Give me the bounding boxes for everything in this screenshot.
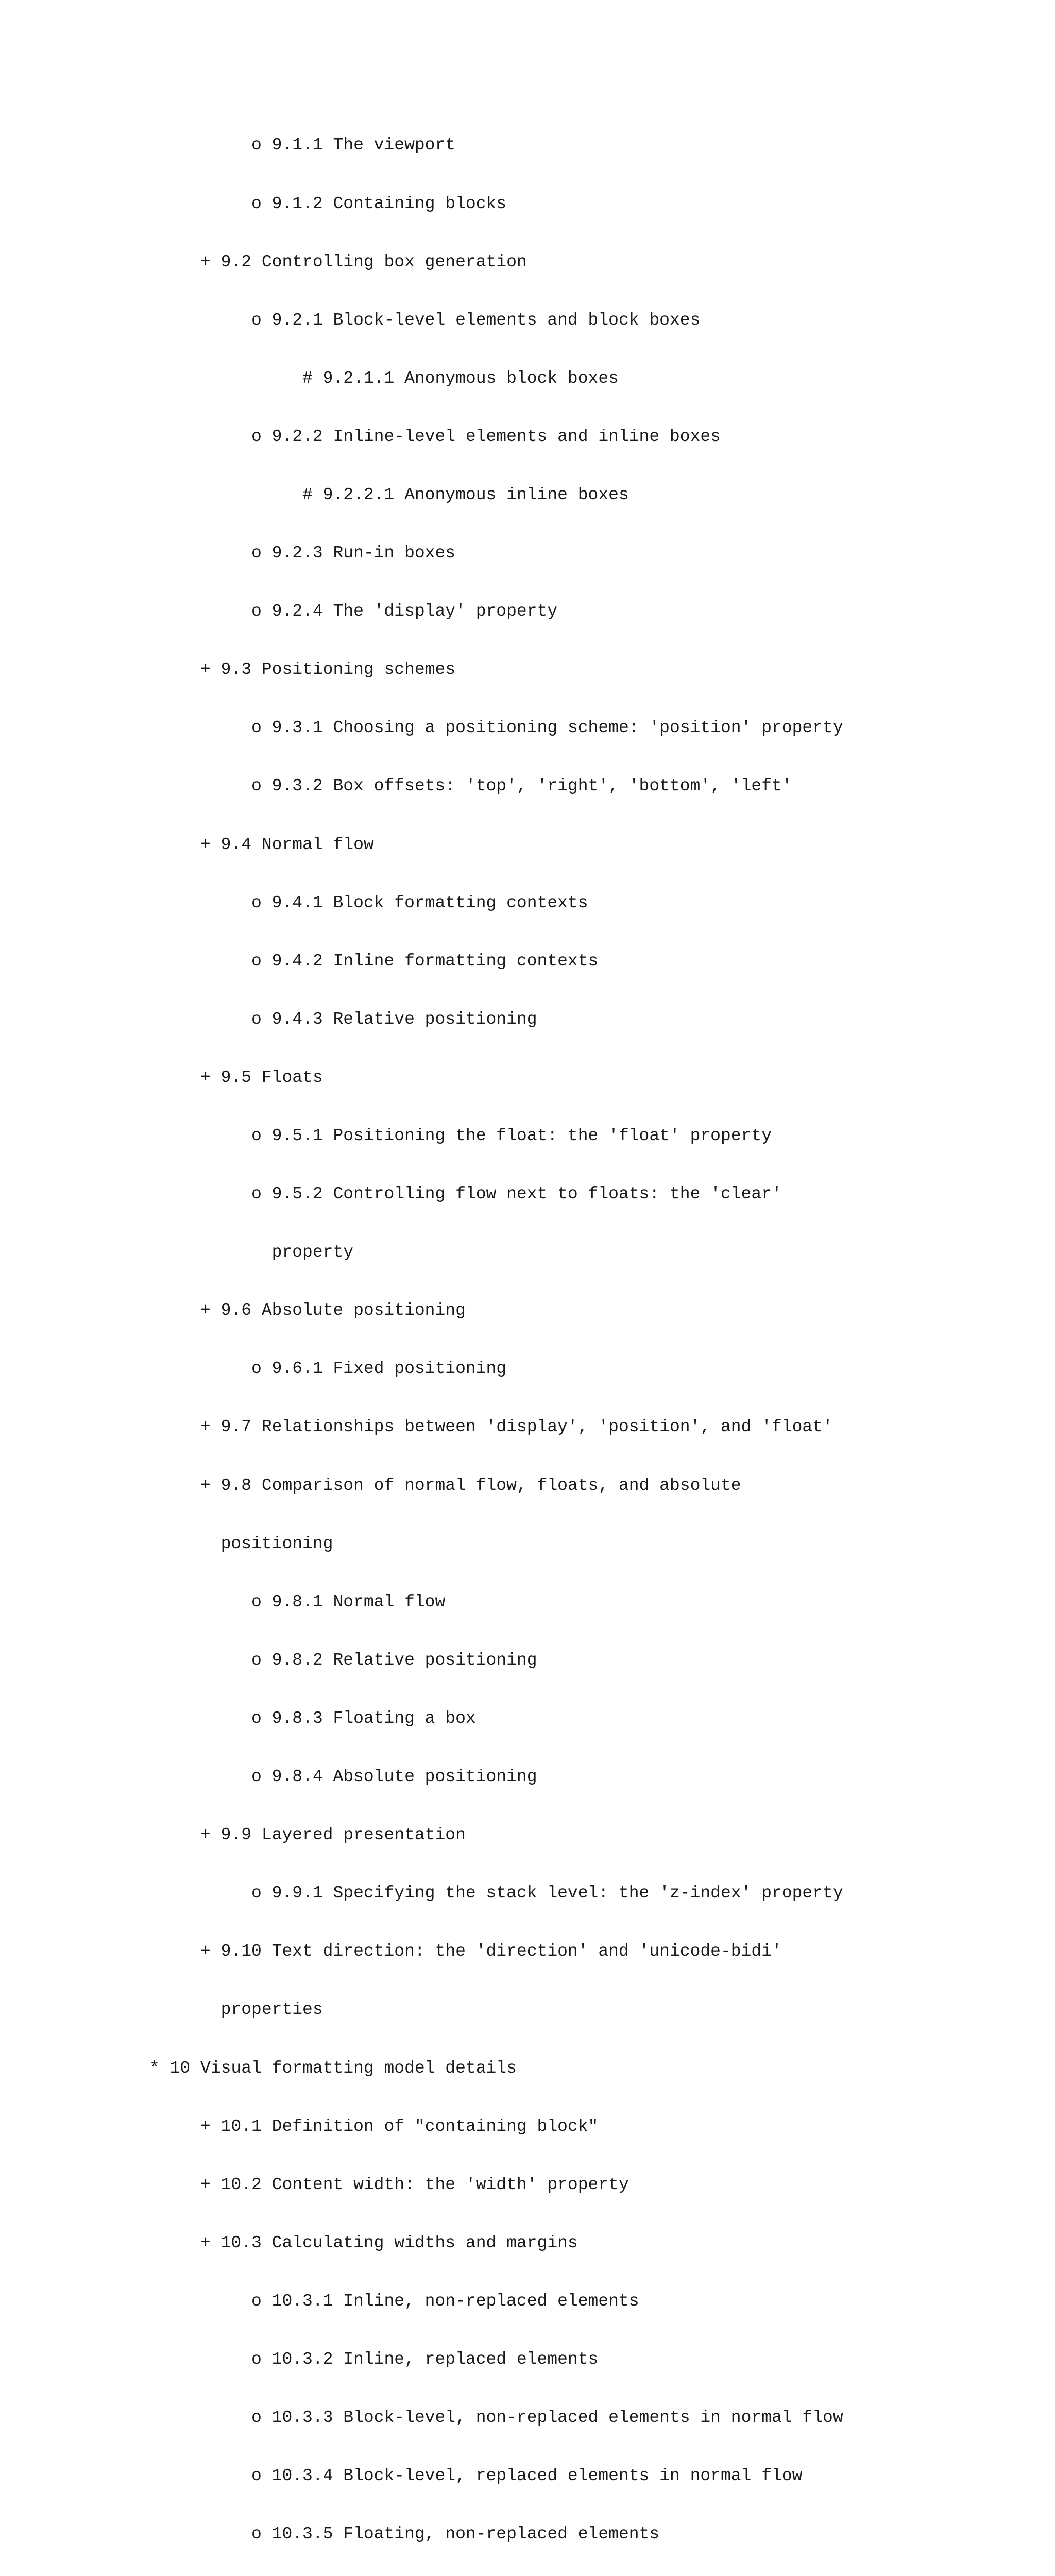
toc-line: o 9.4.2 Inline formatting contexts bbox=[149, 951, 599, 971]
toc-line: o 9.2.4 The 'display' property bbox=[149, 602, 558, 621]
toc-line: property bbox=[149, 1243, 354, 1262]
toc-line: o 10.3.5 Floating, non-replaced elements bbox=[149, 2524, 660, 2544]
toc-line: * 10 Visual formatting model details bbox=[149, 2058, 517, 2078]
toc-line: + 9.9 Layered presentation bbox=[149, 1825, 466, 1845]
toc-line: o 9.4.3 Relative positioning bbox=[149, 1009, 537, 1029]
toc-line: o 10.3.4 Block-level, replaced elements in normal flow bbox=[149, 2466, 803, 2486]
toc-line: + 9.8 Comparison of normal flow, floats, and absolute bbox=[149, 1476, 741, 1495]
toc-line: o 10.3.1 Inline, non-replaced elements bbox=[149, 2291, 639, 2311]
toc-line: o 9.2.2 Inline-level elements and inline boxes bbox=[149, 427, 721, 446]
toc-line: o 9.5.2 Controlling flow next to floats: the 'clear' bbox=[149, 1184, 782, 1204]
toc-line: o 9.9.1 Specifying the stack level: the 'z-index' property bbox=[149, 1884, 843, 1903]
toc-line: o 9.2.3 Run-in boxes bbox=[149, 544, 456, 563]
toc-line: + 9.10 Text direction: the 'direction' and 'unicode-bidi' bbox=[149, 1942, 782, 1961]
toc-line: o 9.8.4 Absolute positioning bbox=[149, 1767, 537, 1787]
toc-line: + 10.2 Content width: the 'width' property bbox=[149, 2175, 629, 2194]
toc-line: + 10.3 Calculating widths and margins bbox=[149, 2233, 578, 2252]
toc-line: + 9.6 Absolute positioning bbox=[149, 1301, 466, 1320]
toc-line: o 9.3.2 Box offsets: 'top', 'right', 'bottom', 'left' bbox=[149, 776, 792, 796]
toc-line: o 10.3.3 Block-level, non-replaced elements in normal flow bbox=[149, 2408, 843, 2428]
toc-line: + 9.5 Floats bbox=[149, 1067, 323, 1087]
toc-line: o 9.8.2 Relative positioning bbox=[149, 1650, 537, 1670]
toc-line: o 9.5.1 Positioning the float: the 'float' property bbox=[149, 1126, 772, 1145]
toc-line: o 9.8.3 Floating a box bbox=[149, 1708, 476, 1728]
toc-line: + 9.7 Relationships between 'display', 'position', and 'float' bbox=[149, 1417, 833, 1437]
toc-line: positioning bbox=[149, 1534, 333, 1553]
toc-line: o 9.4.1 Block formatting contexts bbox=[149, 893, 588, 912]
toc-line: o 9.1.2 Containing blocks bbox=[149, 194, 507, 213]
toc-line: o 9.6.1 Fixed positioning bbox=[149, 1359, 507, 1379]
toc-line: o 10.3.2 Inline, replaced elements bbox=[149, 2349, 599, 2369]
toc-line: o 9.2.1 Block-level elements and block boxes bbox=[149, 310, 701, 330]
table-of-contents bbox=[149, 97, 853, 2576]
toc-line: o 9.3.1 Choosing a positioning scheme: 'position' property bbox=[149, 718, 843, 738]
toc-line: # 9.2.1.1 Anonymous block boxes bbox=[149, 368, 619, 388]
toc-line: properties bbox=[149, 2000, 323, 2020]
toc-line: o 9.8.1 Normal flow bbox=[149, 1592, 446, 1612]
toc-line: + 10.1 Definition of "containing block" bbox=[149, 2116, 599, 2136]
toc-line: + 9.4 Normal flow bbox=[149, 835, 374, 854]
toc-line: + 9.3 Positioning schemes bbox=[149, 660, 456, 680]
toc-line: # 9.2.2.1 Anonymous inline boxes bbox=[149, 485, 629, 504]
toc-line: + 9.2 Controlling box generation bbox=[149, 252, 527, 272]
toc-line: o 9.1.1 The viewport bbox=[149, 135, 456, 155]
